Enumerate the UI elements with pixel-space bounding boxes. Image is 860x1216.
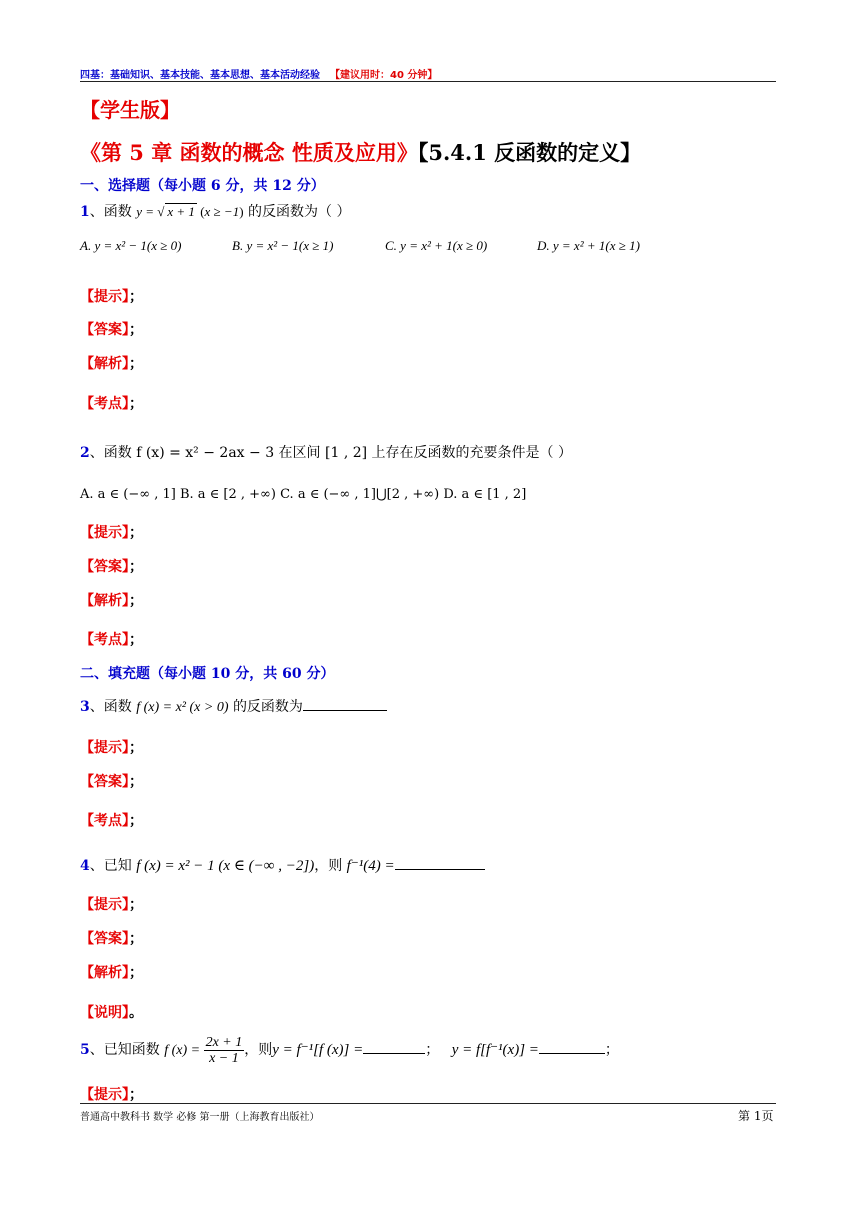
q2-answer: 【答案】； <box>80 559 143 575</box>
q3-hint: 【提示】； <box>80 740 143 756</box>
q2-analysis: 【解析】； <box>80 593 143 609</box>
q4-analysis: 【解析】； <box>80 965 143 981</box>
page-number: 第 1页 <box>738 1109 774 1123</box>
q3-formula: f (x) = x² (x > 0) <box>136 700 229 715</box>
q4-note: 【说明】。 <box>80 1005 143 1021</box>
q3-answer-blank[interactable] <box>303 696 387 711</box>
q4-hint: 【提示】； <box>80 897 143 913</box>
q1-option-b[interactable]: B. y = x² − 1(x ≥ 1) <box>232 238 334 253</box>
q1-option-c[interactable]: C. y = x² + 1(x ≥ 0) <box>385 238 488 253</box>
edition-label: 【学生版】 <box>80 98 180 122</box>
q4-inverse: f⁻¹(4) = <box>346 858 395 874</box>
q2-point: 【考点】； <box>80 632 143 648</box>
q4-answer: 【答案】； <box>80 931 143 947</box>
q3-point: 【考点】； <box>80 813 143 829</box>
section-heading-choice: 一、选择题（每小题 6 分，共 12 分） <box>80 178 325 194</box>
question-text: 、函数 f (x) = x² − 2ax − 3 在区间 [1 , 2] 上存在反函数的充要条件是（ ） <box>89 445 572 461</box>
q3-answer: 【答案】； <box>80 774 143 790</box>
question-1 <box>80 201 350 221</box>
question-5: 5、已知函数 f (x) = $\frac{2x + 1}{x - 1}$ ，则y = f⁻¹[f (x)] = ； y = f[f⁻¹(x)] = ； <box>80 1035 619 1067</box>
section-title: 【5.4.1 反函数的定义】 <box>417 140 642 165</box>
question-text-suffix: 的反函数为（ ） <box>248 204 351 220</box>
header-left: 四基：基础知识、基本技能、基本思想、基本活动经验 <box>80 70 320 81</box>
q1-point: 【考点】； <box>80 396 143 412</box>
question-4: 4、已知 f (x) = x² − 1 (x ∈ (−∞ , −2])，则 f⁻¹(4) = <box>80 855 485 875</box>
q2-options[interactable]: A. a ∈ (−∞ , 1] B. a ∈ [2 , +∞) C. a ∈ (−∞ , 1]⋃[2 , +∞) D. a ∈ [1 , 2] <box>80 487 527 502</box>
page-title <box>80 137 641 167</box>
header-right: 【建议用时：40 分钟】 <box>330 70 438 81</box>
q5-expr1: y = f⁻¹[f (x)] = <box>272 1042 364 1059</box>
q5-blank-2[interactable] <box>539 1039 605 1054</box>
q1-analysis: 【解析】； <box>80 356 143 372</box>
q5-blank-1[interactable] <box>363 1039 425 1054</box>
q5-function: f (x) = $\frac{2x + 1}{x - 1}$ <box>164 1035 243 1067</box>
question-2: 2、函数 f (x) = x² − 2ax − 3 在区间 [1 , 2] 上存在反函数的充要条件是（ ） <box>80 445 572 461</box>
header-rule <box>80 81 776 82</box>
question-3: 3、函数 f (x) = x² (x > 0) 的反函数为 <box>80 696 387 716</box>
page-header <box>80 66 437 81</box>
q2-hint: 【提示】； <box>80 525 143 541</box>
chapter-title: 《第 5 章 函数的概念 性质及应用》 <box>80 140 418 165</box>
section-heading-fill: 二、填充题（每小题 10 分，共 60 分） <box>80 666 335 682</box>
footer-source: 普通高中教科书 数学 必修 第一册（上海教育出版社） <box>80 1112 320 1123</box>
question-text-prefix: 、函数 <box>89 204 132 220</box>
q1-hint: 【提示】； <box>80 289 143 305</box>
question-number: 1 <box>80 204 90 220</box>
footer-rule <box>80 1103 776 1104</box>
q5-hint: 【提示】； <box>80 1087 143 1103</box>
q1-option-d[interactable]: D. y = x² + 1(x ≥ 1) <box>537 238 640 253</box>
q4-formula: f (x) = x² − 1 (x ∈ (−∞ , −2]) <box>136 858 315 874</box>
q5-expr2: y = f[f⁻¹(x)] = <box>451 1042 539 1059</box>
q1-answer: 【答案】； <box>80 322 143 338</box>
q4-answer-blank[interactable] <box>395 855 485 870</box>
q1-option-a[interactable]: A. y = x² − 1(x ≥ 0) <box>80 238 182 253</box>
q1-formula: y = √ x + 1 (x ≥ −1) <box>136 204 244 219</box>
